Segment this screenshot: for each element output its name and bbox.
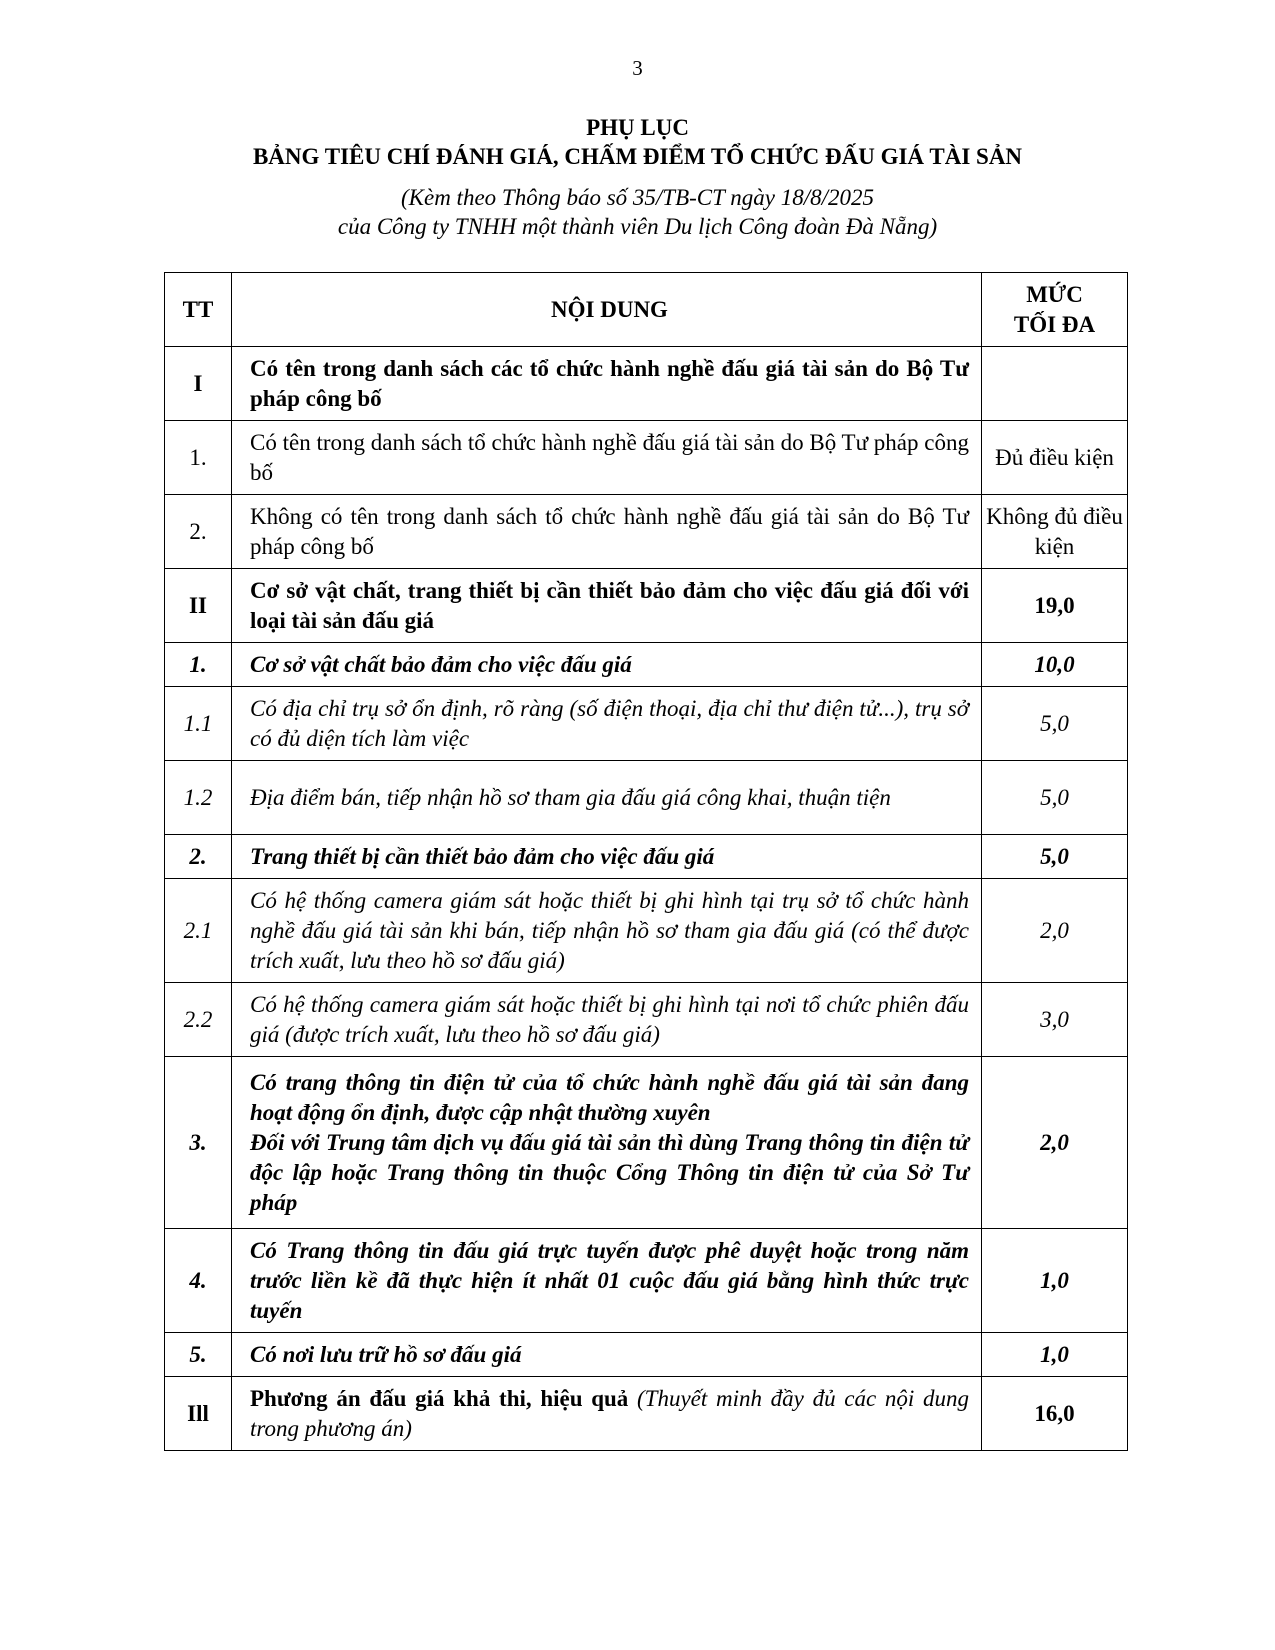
row-content: Có nơi lưu trữ hồ sơ đấu giá — [232, 1333, 982, 1377]
row-content: Có hệ thống camera giám sát hoặc thiết bị ghi hình tại nơi tổ chức phiên đấu giá (được trích xuất, lưu theo hồ sơ đấu giá) — [232, 983, 982, 1057]
header-max-line-1: MỨC — [1026, 281, 1083, 307]
row-content: Có tên trong danh sách các tổ chức hành nghề đấu giá tài sản do Bộ Tư pháp công bố — [232, 347, 982, 421]
table-row — [165, 643, 1128, 687]
row-max-score: Không đủ điều kiện — [982, 495, 1128, 569]
row-content: Trang thiết bị cần thiết bảo đảm cho việc đấu giá — [232, 835, 982, 879]
row-number: 2.2 — [165, 983, 232, 1057]
row-content: Cơ sở vật chất, trang thiết bị cần thiết bảo đảm cho việc đấu giá đối với loại tài sản đấu giá — [232, 569, 982, 643]
subtitle-line-2: của Công ty TNHH một thành viên Du lịch Công đoàn Đà Nẵng) — [337, 214, 938, 239]
row-max-score: 2,0 — [982, 1057, 1128, 1229]
row-content: Có hệ thống camera giám sát hoặc thiết bị ghi hình tại trụ sở tổ chức hành nghề đấu giá tài sản khi bán, tiếp nhận hồ sơ tham gia đấu giá (có thể được trích xuất, lưu theo hồ sơ đấu giá) — [232, 879, 982, 983]
table-row — [165, 347, 1128, 421]
row-number: 2.1 — [165, 879, 232, 983]
row-content-main: Phương án đấu giá khả thi, hiệu quả — [250, 1385, 629, 1411]
table-row — [165, 421, 1128, 495]
row-number: 3. — [165, 1057, 232, 1229]
row-number: Ill — [165, 1377, 232, 1451]
row-content-main: Có trang thông tin điện tử của tổ chức hành nghề đấu giá tài sản đang hoạt động ổn định, được cập nhật thường xuyên — [250, 1069, 969, 1125]
row-max-score — [982, 347, 1128, 421]
row-number: 1.2 — [165, 761, 232, 835]
subtitle-line-1: (Kèm theo Thông báo số 35/TB-CT ngày 18/8/2025 — [400, 185, 874, 210]
row-content: Có tên trong danh sách tổ chức hành nghề đấu giá tài sản do Bộ Tư pháp công bố — [232, 421, 982, 495]
row-number: 1. — [165, 421, 232, 495]
row-max-score: 19,0 — [982, 569, 1128, 643]
row-number: 1.1 — [165, 687, 232, 761]
table-row — [165, 879, 1128, 983]
row-number: I — [165, 347, 232, 421]
row-max-score: Đủ điều kiện — [982, 421, 1128, 495]
row-content-note: (Thuyết minh đầy đủ các nội dung trong phương án) — [250, 1385, 969, 1441]
row-max-score: 16,0 — [982, 1377, 1128, 1451]
header-max-line-2: TỐI ĐA — [1013, 311, 1096, 337]
row-max-score: 1,0 — [982, 1333, 1128, 1377]
row-number: 1. — [165, 643, 232, 687]
document-title — [0, 113, 1275, 171]
row-max-score: 5,0 — [982, 835, 1128, 879]
row-number: 2. — [165, 495, 232, 569]
row-max-score: 10,0 — [982, 643, 1128, 687]
row-content: Có địa chỉ trụ sở ổn định, rõ ràng (số điện thoại, địa chỉ thư điện tử...), trụ sở có đủ diện tích làm việc — [232, 687, 982, 761]
table-row — [165, 687, 1128, 761]
row-content-note: Đối với Trung tâm dịch vụ đấu giá tài sản thì dùng Trang thông tin điện tử độc lập hoặc Trang thông tin thuộc Cổng Thông tin điện tử của Sở Tư pháp — [250, 1129, 969, 1215]
criteria-table — [164, 272, 1128, 1451]
table-row — [165, 983, 1128, 1057]
row-content: Địa điểm bán, tiếp nhận hồ sơ tham gia đấu giá công khai, thuận tiện — [232, 761, 982, 835]
header-tt: TT — [165, 273, 232, 347]
row-max-score: 5,0 — [982, 687, 1128, 761]
table-row — [165, 1229, 1128, 1333]
table-row — [165, 1333, 1128, 1377]
document-subtitle — [0, 183, 1275, 241]
row-number: 5. — [165, 1333, 232, 1377]
row-number: 2. — [165, 835, 232, 879]
row-content — [232, 1057, 982, 1229]
row-number: 4. — [165, 1229, 232, 1333]
row-number: II — [165, 569, 232, 643]
row-content: Có Trang thông tin đấu giá trực tuyến được phê duyệt hoặc trong năm trước liền kề đã thực hiện ít nhất 01 cuộc đấu giá bằng hình thức trực tuyến — [232, 1229, 982, 1333]
header-max-score — [982, 273, 1128, 347]
row-max-score: 3,0 — [982, 983, 1128, 1057]
title-line-1: PHỤ LỤC — [586, 115, 689, 140]
table-row — [165, 495, 1128, 569]
row-max-score: 1,0 — [982, 1229, 1128, 1333]
header-content: NỘI DUNG — [232, 273, 982, 347]
page-number: 3 — [632, 56, 643, 80]
title-line-2: BẢNG TIÊU CHÍ ĐÁNH GIÁ, CHẤM ĐIỂM TỔ CHỨC ĐẤU GIÁ TÀI SẢN — [252, 144, 1023, 169]
table-row — [165, 569, 1128, 643]
table-row — [165, 761, 1128, 835]
row-content — [232, 1377, 982, 1451]
row-max-score: 2,0 — [982, 879, 1128, 983]
table-row — [165, 835, 1128, 879]
row-max-score: 5,0 — [982, 761, 1128, 835]
row-content: Không có tên trong danh sách tổ chức hành nghề đấu giá tài sản do Bộ Tư pháp công bố — [232, 495, 982, 569]
row-content: Cơ sở vật chất bảo đảm cho việc đấu giá — [232, 643, 982, 687]
table-header-row — [165, 273, 1128, 347]
table-row — [165, 1377, 1128, 1451]
table-row — [165, 1057, 1128, 1229]
